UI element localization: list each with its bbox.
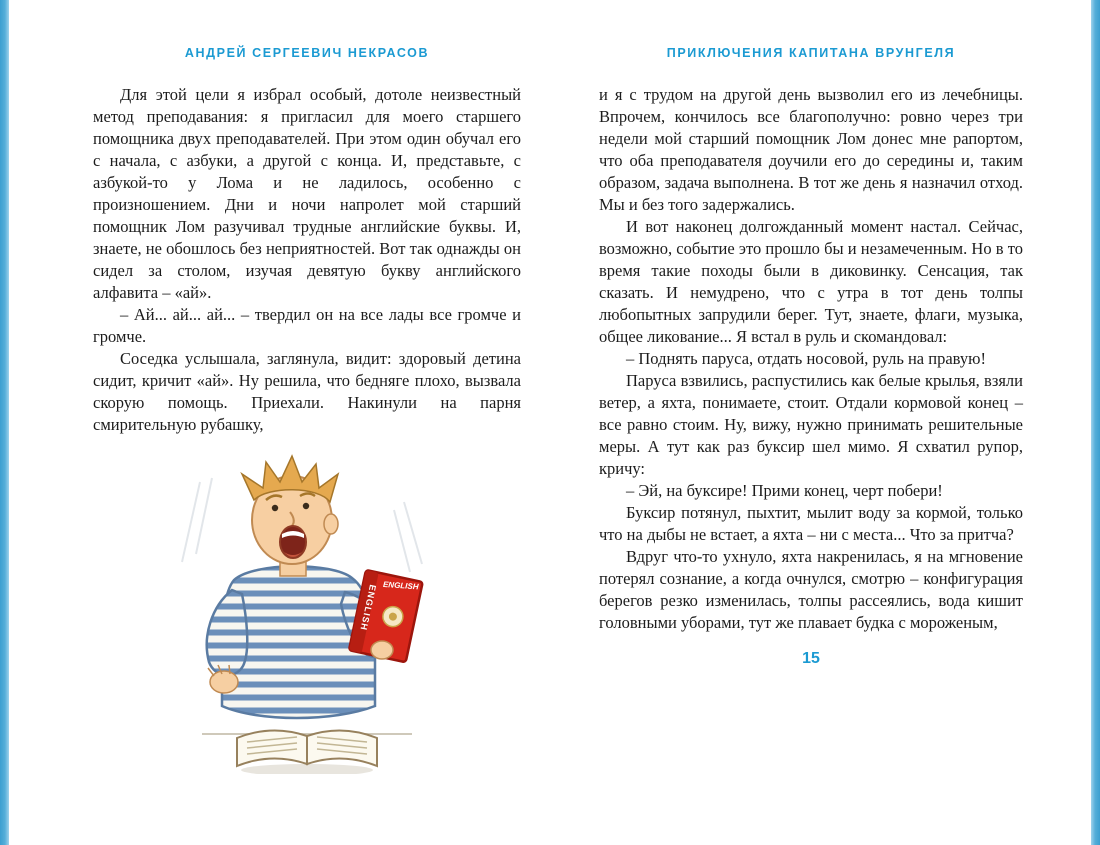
paragraph: И вот наконец долгожданный момент настал. Сейчас, возможно, событие это прошло бы и незамеченным. Но в то время такие походы были в диковинку. Сенсация, так сказать. И немудрено, что с утра в тот день толпы любопытных запрудили берег. Тут, знаете, флаги, музыка, общее ликование... Я встал в руль и скомандовал:: [599, 217, 1023, 346]
running-head-title: ПРИКЛЮЧЕНИЯ КАПИТАНА ВРУНГЕЛЯ: [666, 46, 956, 60]
right-page: [599, 0, 1023, 668]
head: [242, 456, 338, 564]
book-shadow: [241, 764, 373, 774]
paragraph: и я с трудом на другой день вызволил его из лечебницы. Впрочем, кончилось все благополучно: ровно через три недели мой старший помощник Лом донес мне рапортом, что оба преподавателя доучили его до середины и, таким образом, задача выполнена. В тот же день я назначил отход. Мы и без того задержались.: [599, 85, 1023, 214]
paragraph: Вдруг что-то ухнуло, яхта накренилась, я на мгновение потерял сознание, а когда очнулся, смотрю – конфигурация берегов резко изменилась, толпы рассеялись, вода кишит головными уборами, тут же плавает будка с мороженым,: [599, 547, 1023, 632]
open-book: [237, 730, 377, 774]
book-spine-label: ENGLISH: [358, 583, 378, 632]
book-cover-label: ENGLISH: [382, 579, 419, 592]
left-eye: [272, 505, 278, 511]
page-number: 15: [802, 650, 820, 667]
paragraph: Буксир потянул, пыхтит, мылит воду за кормой, только что на дыбы не встает, а яхта – ни с места... Что за притча?: [599, 503, 1023, 544]
gripping-hand: [371, 641, 393, 659]
right-page-edge: [1091, 0, 1100, 845]
sailor-reading-drawing: [142, 444, 472, 774]
open-mouth: [280, 526, 306, 558]
paragraph: Соседка услышала, заглянула, видит: здоровый детина сидит, кричит «ай». Ну решила, что бедняге плохо, вызвала скорую помощь. Приехали. Накинули на парня смирительную рубашку,: [93, 349, 521, 434]
right-eye: [303, 503, 309, 509]
paragraph: Для этой цели я избрал особый, дотоле неизвестный метод преподавания: я пригласил для моего старшего помощника двух преподавателей. При этом один обучал его с начала, с азбуки, а другой с конца. И, представьте, с азбукой-то у Лома и не ладилось, особенно с произношением. Дни и ночи напролет мой старший помощник Лом разучивал трудные английские буквы. И, знаете, не обошлось без неприятностей. Вот так однажды он сидел за столом, изучая девятую букву английского алфавита – «ай».: [93, 85, 521, 302]
paragraph: – Эй, на буксире! Прими конец, черт побери!: [626, 481, 943, 500]
paragraph: – Ай... ай... ай... – твердил он на все лады все громче и громче.: [93, 305, 521, 346]
sailor-illustration: [93, 444, 521, 779]
ear: [324, 514, 338, 534]
left-page-edge: [0, 0, 9, 845]
left-page: [93, 0, 521, 779]
right-page-text: [599, 84, 1023, 634]
left-arm: [207, 590, 247, 675]
paragraph: – Поднять паруса, отдать носовой, руль на правую!: [626, 349, 986, 368]
running-head-author: АНДРЕЙ СЕРГЕЕВИЧ НЕКРАСОВ: [184, 46, 430, 60]
left-page-text: [93, 84, 521, 436]
paragraph: Паруса взвились, распустились как белые крылья, взяли ветер, а яхта, понимаете, стоит. Отдали кормовой конец – все равно стоим. Ну, вижу, нужно принимать решительные меры. А тут как раз буксир шел мимо. Я схватил рупор, кричу:: [599, 371, 1023, 478]
